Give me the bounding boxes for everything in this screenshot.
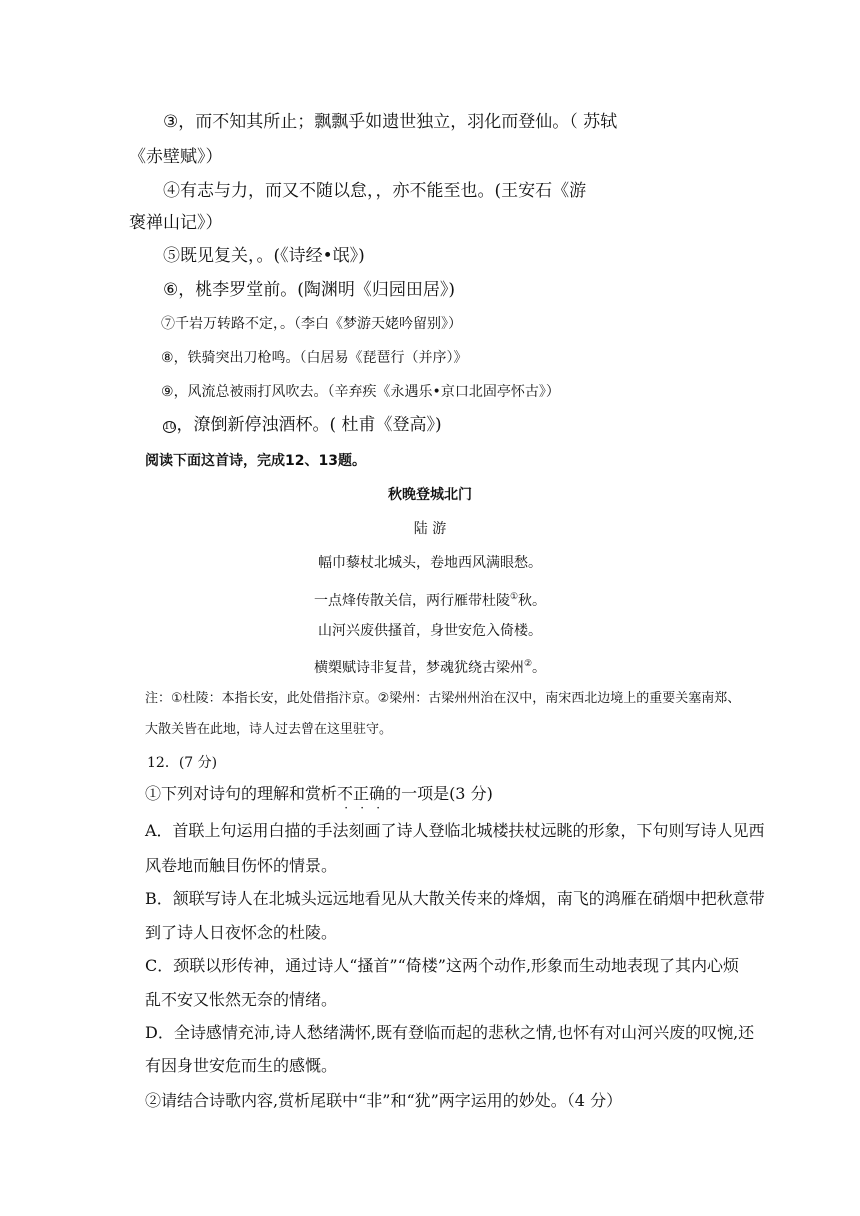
item-number: ⑦ <box>161 316 175 332</box>
item-5 <box>163 245 365 269</box>
item-pre-text: 千岩万转路不定， <box>175 316 280 332</box>
emphasis-char: 确 <box>369 784 386 803</box>
option-c-line1: C．颈联以形传神，通过诗人“搔首”“倚楼”这两个动作,形象而生动地表现了其内心烦 <box>145 956 740 975</box>
item-number: ④ <box>163 181 180 201</box>
poem-line-1: 幅巾藜杖北城头，卷地西风满眼愁。 <box>318 555 542 571</box>
item-source: 褒禅山记》） <box>129 213 223 233</box>
poem-line-text: 秋。 <box>518 593 547 609</box>
item-pre-text: 有志与力，而又不随以怠， <box>180 181 376 201</box>
item-number: ⑧ <box>161 350 174 366</box>
item-9 <box>161 381 560 405</box>
poem-line-3: 山河兴废供搔首，身世安危入倚楼。 <box>318 623 542 639</box>
poem-note-line-2: 大散关皆在此地，诗人过去曾在这里驻守。 <box>145 722 393 737</box>
item-text: ，而不知其所止；飘飘乎如遗世独立，羽化而登仙。（ 苏轼 <box>178 112 618 132</box>
poem-line-4 <box>0 653 860 679</box>
question-12-sub2: ②请结合诗歌内容,赏析尾联中“非”和“犹”两字运用的妙处。（4 分） <box>145 1091 623 1110</box>
option-c-line2: 乱不安又怅然无奈的情绪。 <box>145 990 338 1009</box>
item-post-text: 。（李白《梦游天姥吟留别》） <box>280 316 462 332</box>
sub-question-text: 的一项是(3 分) <box>385 784 493 803</box>
item-post-text: 。(《诗经•氓》) <box>256 246 365 266</box>
option-b-line1: B．颔联写诗人在北城头远远地看见从大散关传来的烽烟，南飞的鸿雁在硝烟中把秋意带 <box>145 889 765 908</box>
item-source: 《赤壁赋》） <box>129 147 223 167</box>
item-3-line2 <box>129 146 223 168</box>
emphasis-char: 不 <box>337 784 354 803</box>
footnote-marker: ① <box>509 592 519 602</box>
sub-question-text: ①下列对诗句的理解和赏析 <box>145 784 338 803</box>
item-number: ③ <box>163 112 179 132</box>
poem-note-line-1: 注：①杜陵：本指长安，此处借指汴京。②梁州：古梁州州治在汉中，南宋西北边境上的重要关塞南郑、 <box>145 691 741 706</box>
question-12-header: 12．(7 分) <box>147 755 218 771</box>
item-7 <box>161 313 462 337</box>
option-d-line1: D．全诗感情充沛,诗人愁绪满怀,既有登临而起的悲秋之情,也怀有对山河兴废的叹惋,还 <box>145 1023 755 1042</box>
item-number: ⑥ <box>163 280 179 300</box>
item-post-text: ，亦不能至也。(王安石《游 <box>375 181 587 201</box>
option-a-line1: A．首联上句运用白描的手法刻画了诗人登临北城楼扶杖远眺的形象，下句则写诗人见西 <box>145 821 765 840</box>
option-a-line2: 风卷地而触目伤怀的情景。 <box>145 856 338 875</box>
item-number: ⑨ <box>161 384 174 400</box>
option-b-line2: 到了诗人日夜怀念的杜陵。 <box>145 923 338 942</box>
poem-line-2 <box>0 586 860 612</box>
question-12-sub1 <box>145 783 493 805</box>
item-number: 10 <box>164 422 176 432</box>
poem-line-text: 一点烽传散关信，两行雁带杜陵 <box>313 593 510 609</box>
item-post-text: ，铁骑突出刀枪鸣。（白居易《琵琶行（并序）》 <box>173 350 468 366</box>
option-d-line2: 有因身世安危而生的感慨。 <box>145 1056 338 1075</box>
poem-line-text: 。 <box>532 660 547 676</box>
poem-title: 秋晚登城北门 <box>388 487 472 503</box>
poem-line-text: 横槊赋诗非复昔，梦魂犹绕古梁州 <box>313 660 524 676</box>
item-4-line1 <box>163 180 586 204</box>
item-post-text: ，潦倒新停浊酒杯。( 杜甫《登高》) <box>176 415 442 435</box>
reading-instruction: 阅读下面这首诗，完成12、13题。 <box>145 453 366 469</box>
item-pre-text: 既见复关， <box>180 246 257 266</box>
item-8 <box>161 347 468 371</box>
item-6 <box>163 279 455 303</box>
item-number: ⑤ <box>163 246 180 266</box>
poem-author: 陆 游 <box>413 521 447 537</box>
item-3-line1 <box>163 111 617 135</box>
item-post-text: ，桃李罗堂前。(陶渊明《归园田居》) <box>178 280 456 300</box>
item-4-line2 <box>129 212 223 234</box>
footnote-marker: ② <box>523 659 533 669</box>
emphasis-char: 正 <box>353 784 370 803</box>
item-post-text: ，风流总被雨打风吹去。（辛弃疾《永遇乐•京口北固亭怀古》） <box>173 384 560 400</box>
item-10 <box>163 414 442 438</box>
